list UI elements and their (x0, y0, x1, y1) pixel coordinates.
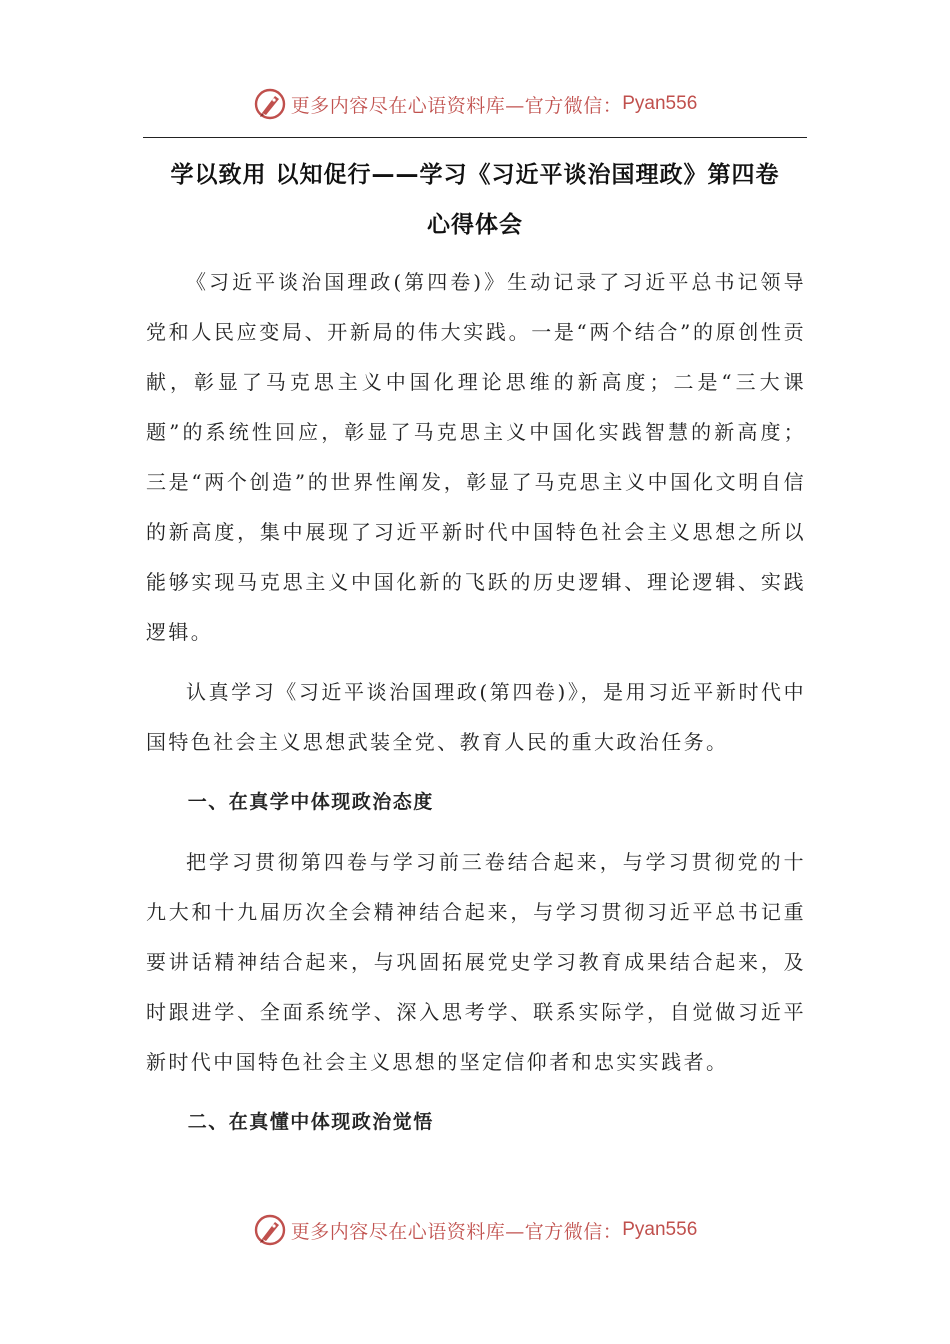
title-line-2: 心得体会 (427, 212, 523, 238)
header-banner (0, 84, 950, 124)
paragraph-intro: 《习近平谈治国理政(第四卷)》生动记录了习近平总书记领导党和人民应变局、开新局的伟大实践。一是“两个结合”的原创性贡献，彰显了马克思主义中国化理论思维的新高度；二是“三大课题”的系统性回应，彰显了马克思主义中国化实践智慧的新高度；三是“两个创造”的世界性阐发，彰显了马克思主义中国化文明自信的新高度，集中展现了习近平新时代中国特色社会主义思想之所以能够实现马克思主义中国化新的飞跃的历史逻辑、理论逻辑、实践逻辑。 (146, 270, 806, 644)
document-title (143, 150, 807, 250)
footer-banner-wechat-id: Pyan556 (622, 1219, 698, 1240)
footer-banner (0, 1210, 950, 1250)
title-line-1: 学以致用 以知促行——学习《习近平谈治国理政》第四卷 (170, 162, 780, 188)
paragraph-study: 把学习贯彻第四卷与学习前三卷结合起来，与学习贯彻党的十九大和十九届历次全会精神结合起来，与学习贯彻习近平总书记重要讲话精神结合起来，与巩固拓展党史学习教育成果结合起来，及时跟进学、全面系统学、深入思考学、联系实际学，自觉做习近平新时代中国特色社会主义思想的坚定信仰者和忠实实践者。 (146, 850, 806, 1074)
banner-text: 更多内容尽在心语资料库—官方微信： (290, 94, 623, 117)
paragraph-task: 认真学习《习近平谈治国理政(第四卷)》，是用习近平新时代中国特色社会主义思想武装全党、教育人民的重大政治任务。 (146, 680, 806, 754)
section-heading-1: 一、在真学中体现政治态度 (187, 791, 434, 813)
pen-logo-icon (253, 87, 287, 121)
document-body (146, 257, 806, 1157)
section-heading-2: 二、在真懂中体现政治觉悟 (187, 1111, 434, 1133)
banner-wechat-id: Pyan556 (622, 93, 698, 114)
header-divider (143, 137, 807, 138)
footer-banner-text: 更多内容尽在心语资料库—官方微信： (290, 1220, 623, 1243)
pen-logo-icon (253, 1213, 287, 1247)
